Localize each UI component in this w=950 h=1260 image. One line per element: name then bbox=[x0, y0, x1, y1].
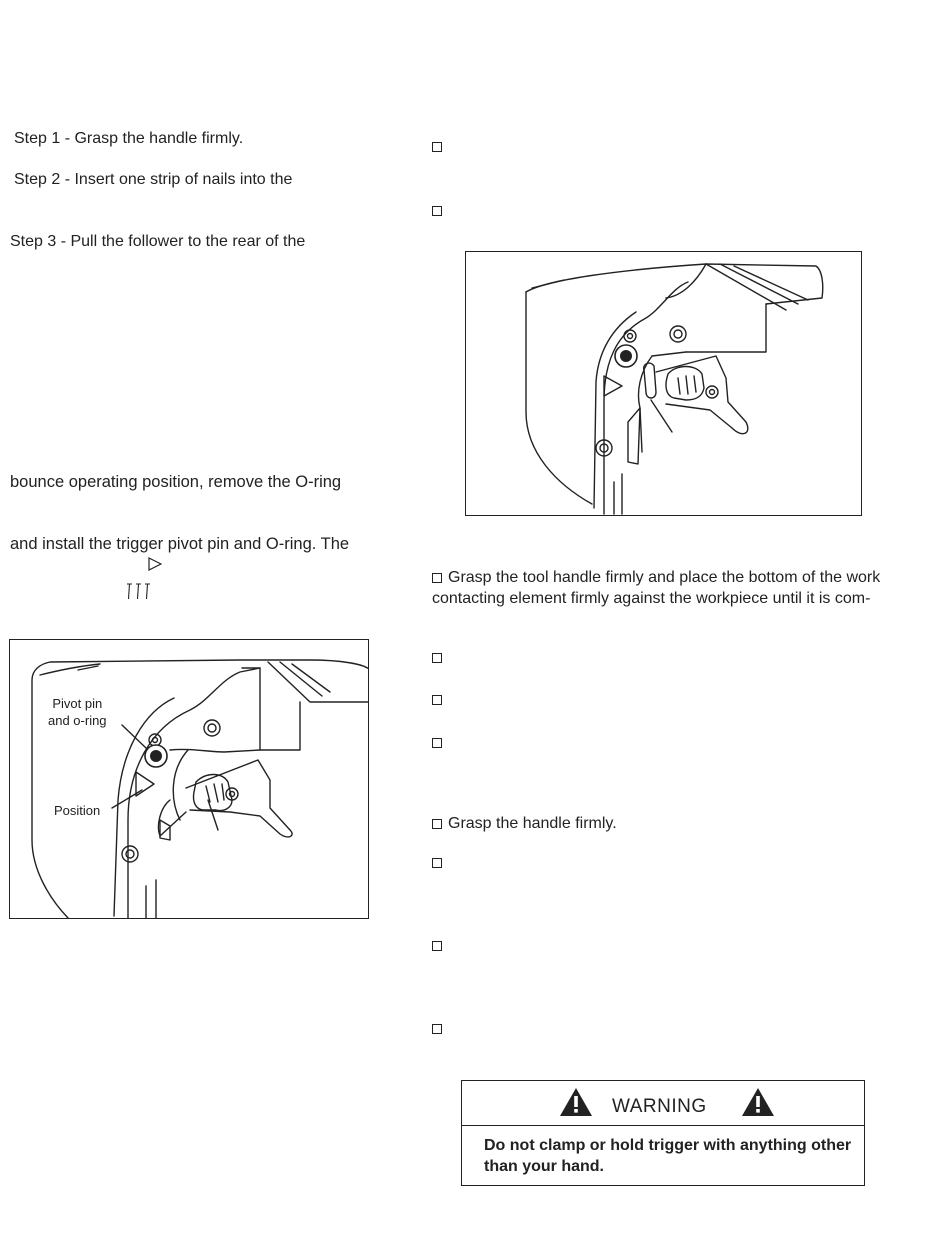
checkbox-8[interactable] bbox=[432, 858, 442, 868]
grasp-handle-text bbox=[432, 816, 617, 832]
checkbox-2[interactable] bbox=[432, 206, 442, 216]
step-1-text: Step 1 - Grasp the handle firmly. bbox=[14, 130, 244, 147]
grasp-work-text bbox=[432, 570, 880, 586]
single-shot-symbol-icon bbox=[124, 582, 154, 602]
step-3-text: Step 3 - Pull the follower to the rear of the bbox=[10, 233, 306, 250]
grasp-handle-line: Grasp the handle firmly. bbox=[448, 815, 617, 832]
warning-header bbox=[462, 1081, 864, 1126]
step-2-text: Step 2 - Insert one strip of nails into the bbox=[14, 171, 293, 188]
trigger-illustration-right bbox=[466, 252, 862, 516]
checkbox-9[interactable] bbox=[432, 941, 442, 951]
trigger-assembly-figure-left bbox=[9, 639, 369, 919]
triangle-position-icon bbox=[148, 557, 162, 571]
checkbox-7[interactable] bbox=[432, 819, 442, 829]
warning-title: WARNING bbox=[612, 1096, 707, 1117]
grasp-work-line: Grasp the tool handle firmly and place the bottom of the work bbox=[448, 569, 881, 586]
checkbox-1[interactable] bbox=[432, 142, 442, 152]
checkbox-3[interactable] bbox=[432, 573, 442, 583]
warning-body: Do not clamp or hold trigger with anything other than your hand. bbox=[484, 1137, 852, 1175]
warning-icon-right bbox=[741, 1086, 775, 1118]
contacting-text: contacting element firmly against the workpiece until it is com- bbox=[432, 590, 871, 607]
position-label: Position bbox=[54, 803, 101, 818]
checkbox-5[interactable] bbox=[432, 695, 442, 705]
trigger-illustration-left bbox=[10, 640, 369, 919]
bounce-position-text: bounce operating position, remove the O-ring bbox=[10, 473, 342, 491]
warning-box bbox=[461, 1080, 865, 1186]
pivot-pin-label: Pivot pin and o-ring bbox=[48, 696, 107, 728]
checkbox-4[interactable] bbox=[432, 653, 442, 663]
install-pivot-text: and install the trigger pivot pin and O-ring. The bbox=[10, 535, 350, 553]
warning-icon-left bbox=[559, 1086, 593, 1118]
trigger-assembly-figure-right bbox=[465, 251, 862, 516]
checkbox-10[interactable] bbox=[432, 1024, 442, 1034]
checkbox-6[interactable] bbox=[432, 738, 442, 748]
